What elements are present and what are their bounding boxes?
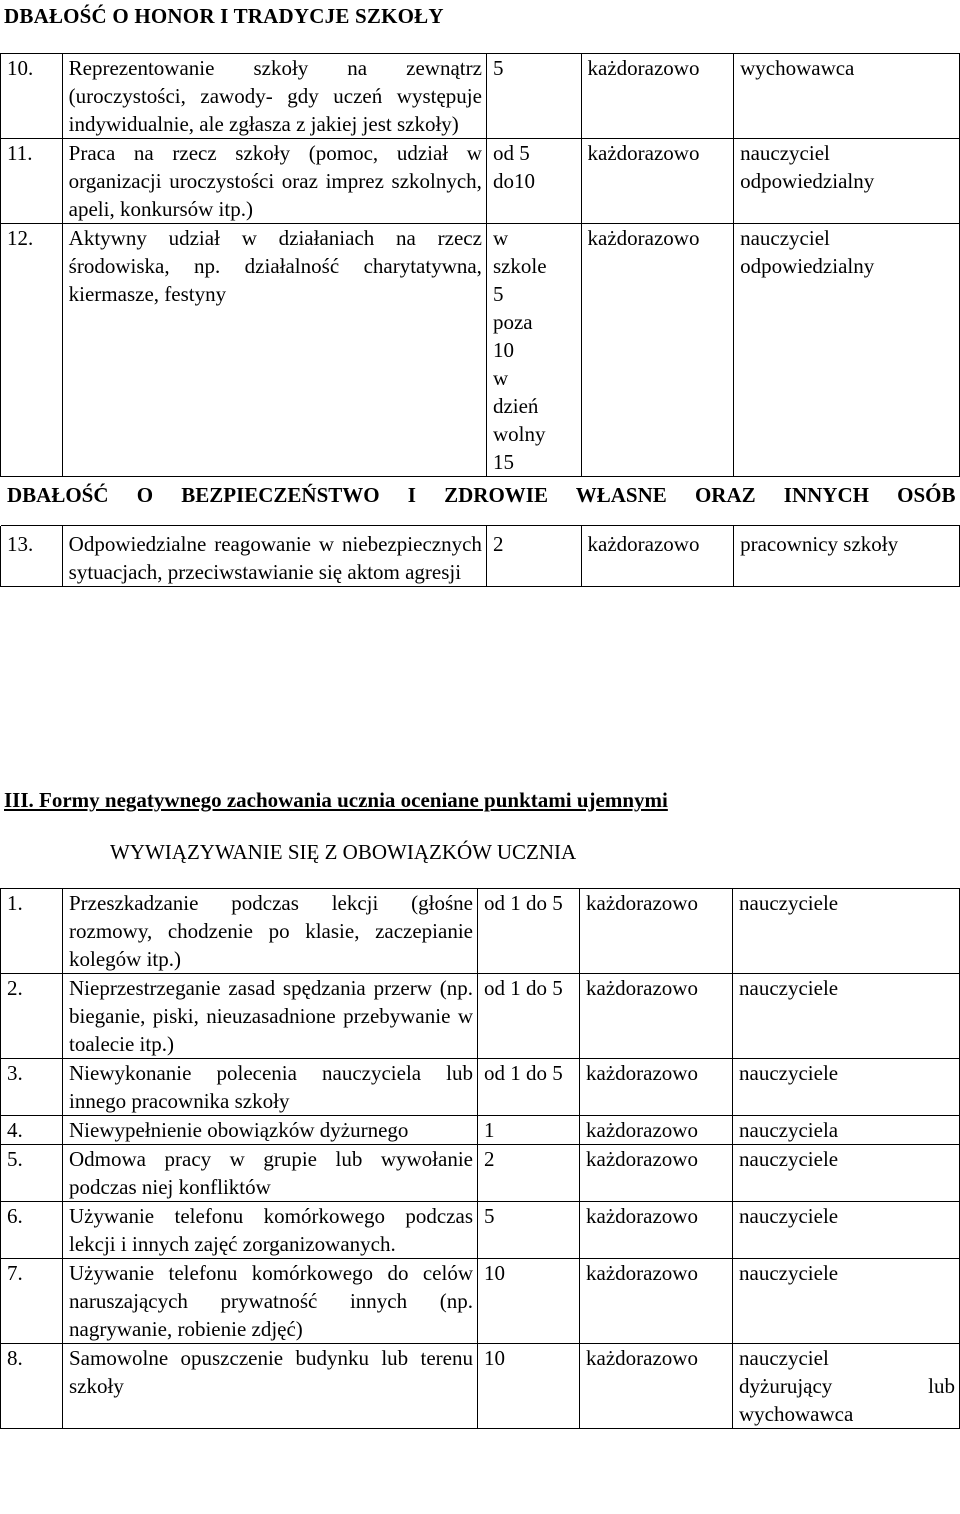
row-number: 10. [1, 54, 63, 139]
row-frequency: każdorazowo [581, 54, 734, 139]
row-frequency: każdorazowo [580, 1344, 733, 1429]
table-row [1, 54, 960, 139]
row-frequency: każdorazowo [580, 1059, 733, 1116]
row-responsible: nauczyciele [733, 889, 960, 974]
responsible-line [739, 1372, 955, 1400]
row-description: Reprezentowanie szkoły na zewnątrz (uroczystości, zawody- gdy uczeń występuje indywidualnie, ale zgłasza z jakiej jest szkoły) [62, 54, 486, 139]
table-row [1, 139, 960, 224]
section-subheading-duties: WYWIĄZYWANIE SIĘ Z OBOWIĄZKÓW UCZNIA [110, 840, 577, 864]
row-frequency: każdorazowo [580, 1259, 733, 1344]
row-description: Odpowiedzialne reagowanie w niebezpiecznych sytuacjach, przeciwstawianie się aktom agresji [62, 526, 486, 587]
row-responsible: nauczyciele [733, 1259, 960, 1344]
row-description: Niewypełnienie obowiązków dyżurnego [63, 1116, 478, 1145]
row-responsible [733, 1344, 960, 1429]
row-number: 3. [1, 1059, 63, 1116]
row-description: Używanie telefonu komórkowego podczas lekcji i innych zajęć zorganizowanych. [63, 1202, 478, 1259]
points-table-positive [0, 53, 960, 587]
row-description: Aktywny udział w działaniach na rzecz środowiska, np. działalność charytatywna, kiermasze, festyny [62, 224, 486, 477]
row-responsible: nauczyciela [733, 1116, 960, 1145]
row-number: 1. [1, 889, 63, 974]
row-description: Niewykonanie polecenia nauczyciela lub innego pracownika szkoły [63, 1059, 478, 1116]
table-row [1, 526, 960, 587]
row-responsible: nauczyciele [733, 1145, 960, 1202]
table-row [1, 1344, 960, 1429]
table-row [1, 1145, 960, 1202]
table-row [1, 1202, 960, 1259]
row-points: od 1 do 5 [478, 1059, 580, 1116]
row-number: 4. [1, 1116, 63, 1145]
responsible-word: lub [928, 1374, 955, 1398]
row-description: Praca na rzecz szkoły (pomoc, udział w organizacji uroczystości oraz imprez szkolnych, apeli, konkursów itp.) [62, 139, 486, 224]
row-responsible: nauczyciele [733, 1202, 960, 1259]
row-number: 2. [1, 974, 63, 1059]
row-number: 8. [1, 1344, 63, 1429]
row-description: Przeszkadzanie podczas lekcji (głośne rozmowy, chodzenie po klasie, zaczepianie kolegów itp.) [63, 889, 478, 974]
row-description: Używanie telefonu komórkowego do celów naruszających prywatność innych (np. nagrywanie, robienie zdjęć) [63, 1259, 478, 1344]
section-heading-safety: DBAŁOŚĆ O BEZPIECZEŃSTWO I ZDROWIE WŁASNE ORAZ INNYCH OSÓB [1, 477, 960, 526]
row-description: Nieprzestrzeganie zasad spędzania przerw (np. bieganie, piski, nieuzasadnione przebywanie w toalecie itp.) [63, 974, 478, 1059]
row-points: 5 [478, 1202, 580, 1259]
row-number: 12. [1, 224, 63, 477]
table-row [1, 1059, 960, 1116]
row-frequency: każdorazowo [581, 526, 734, 587]
row-points: od 5 do10 [486, 139, 581, 224]
row-points: w szkole 5 poza 10 w dzień wolny 15 [486, 224, 581, 477]
section-title-negative: III. Formy negatywnego zachowania ucznia oceniane punktami ujemnymi [4, 788, 668, 812]
table-row [1, 224, 960, 477]
row-frequency: każdorazowo [580, 1202, 733, 1259]
table-row [1, 974, 960, 1059]
row-frequency: każdorazowo [581, 139, 734, 224]
row-points: od 1 do 5 [478, 889, 580, 974]
row-description: Odmowa pracy w grupie lub wywołanie podczas niej konfliktów [63, 1145, 478, 1202]
row-responsible: nauczyciel odpowiedzialny [734, 139, 960, 224]
row-frequency: każdorazowo [580, 1116, 733, 1145]
row-frequency: każdorazowo [580, 1145, 733, 1202]
row-frequency: każdorazowo [580, 974, 733, 1059]
points-table-negative [0, 888, 960, 1429]
row-number: 6. [1, 1202, 63, 1259]
table-row [1, 1116, 960, 1145]
responsible-line: wychowawca [739, 1402, 854, 1426]
row-points: 1 [478, 1116, 580, 1145]
row-points: 2 [478, 1145, 580, 1202]
responsible-word: dyżurujący [739, 1374, 833, 1398]
responsible-line: nauczyciel [739, 1346, 829, 1370]
table-row [1, 477, 960, 526]
row-frequency: każdorazowo [580, 889, 733, 974]
row-points: od 1 do 5 [478, 974, 580, 1059]
row-number: 13. [1, 526, 63, 587]
row-number: 11. [1, 139, 63, 224]
section-heading-honor: DBAŁOŚĆ O HONOR I TRADYCJE SZKOŁY [4, 4, 444, 28]
row-number: 7. [1, 1259, 63, 1344]
row-description: Samowolne opuszczenie budynku lub terenu szkoły [63, 1344, 478, 1429]
row-responsible: wychowawca [734, 54, 960, 139]
row-number: 5. [1, 1145, 63, 1202]
row-points: 10 [478, 1344, 580, 1429]
row-responsible: nauczyciele [733, 974, 960, 1059]
row-points: 2 [486, 526, 581, 587]
row-points: 5 [486, 54, 581, 139]
row-points: 10 [478, 1259, 580, 1344]
table-row [1, 1259, 960, 1344]
row-frequency: każdorazowo [581, 224, 734, 477]
row-responsible: nauczyciel odpowiedzialny [734, 224, 960, 477]
row-responsible: nauczyciele [733, 1059, 960, 1116]
table-row [1, 889, 960, 974]
row-responsible: pracownicy szkoły [734, 526, 960, 587]
